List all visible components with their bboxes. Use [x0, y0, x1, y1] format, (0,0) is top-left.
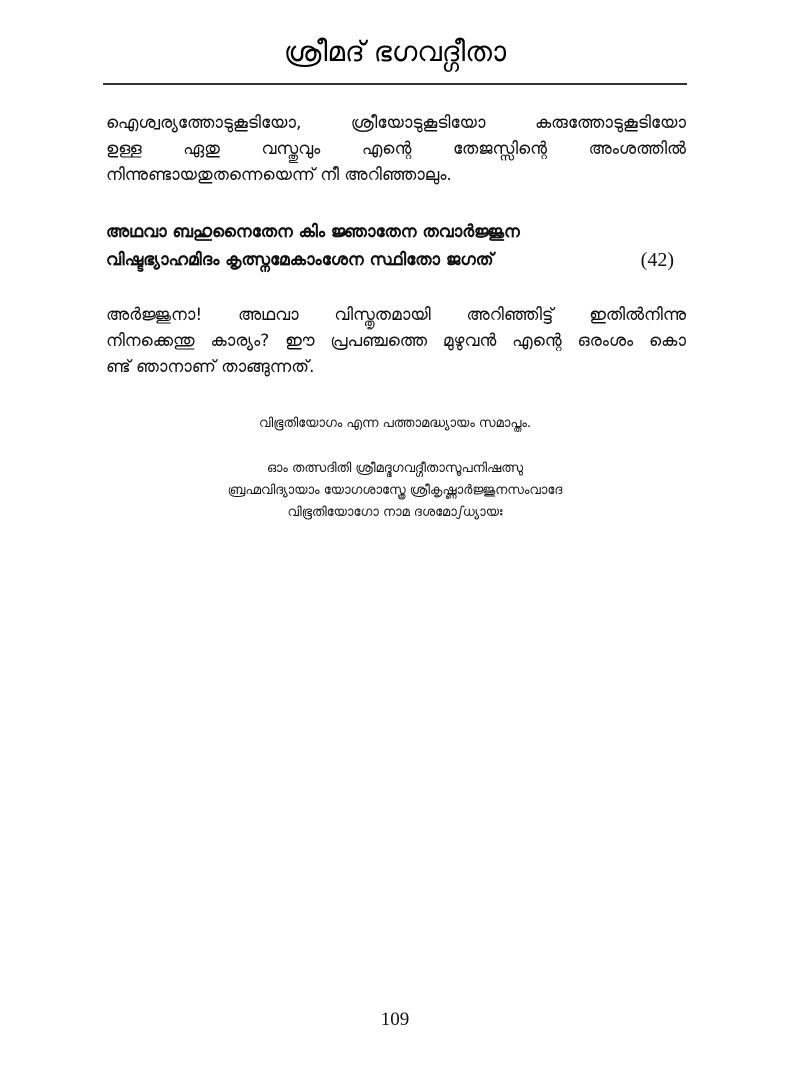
commentary-paragraph-2	[106, 302, 686, 380]
paragraph-line: അർജ്ജുനാ! അഥവാ വിസ്തൃതമായി അറിഞ്ഞിട്ട് ഇതിൽനിന്നു	[106, 305, 686, 325]
paragraph-line: ഉള്ള ഏതു വസ്തുവും എന്റെ തേജസ്സിന്റെ അംശത്തിൽ	[106, 139, 686, 159]
paragraph-line: ണ്ട് ഞാനാണ് താങ്ങുന്നത്.	[106, 357, 315, 377]
commentary-paragraph-1	[106, 110, 686, 188]
verse-number: (42)	[640, 249, 674, 271]
sanskrit-verse	[106, 218, 674, 274]
paragraph-line: നിന്നുണ്ടായതുതന്നെയെന്ന് നീ അറിഞ്ഞാലും.	[106, 165, 452, 185]
colophon-line: ബ്രഹ്മവിദ്യായാം യോഗശാസ്ത്രേ ശ്രീകൃഷ്ണാർജ്ജുനസംവാദേ	[227, 483, 563, 498]
verse-line-with-number	[106, 246, 674, 274]
verse-line: വിഷ്ടഭ്യാഹമിദം കൃത്സ്നമേകാംശേന സ്ഥിതോ ജഗത്	[106, 250, 494, 270]
colophon-block	[103, 458, 687, 524]
header-divider	[103, 83, 687, 85]
running-header-title: ശ്രീമദ് ഭഗവദ്ഗീതാ	[283, 35, 507, 68]
page-number: 109	[380, 1009, 410, 1030]
paragraph-line: ഐശ്വര്യത്തോടുകൂടിയോ, ശ്രീയോടുകൂടിയോ കരുത്തോടുകൂടിയോ	[106, 113, 686, 133]
verse-line: അഥവാ ബഹുനൈതേന കിം ജ്ഞാതേന തവാർജ്ജുന	[106, 222, 520, 242]
colophon-line: വിഭൂതിയോഗോ നാമ ദശമോഽധ്യായഃ	[287, 505, 503, 520]
colophon-line: ഓം തത്സദിതി ശ്രീമദ്ഭഗവദ്ഗീതാസൂപനിഷത്സു	[266, 461, 524, 476]
paragraph-line: നിനക്കെന്തു കാര്യം? ഈ പ്രപഞ്ചത്തെ മുഴുവൻ എന്റെ ഒരംശം കൊ	[106, 331, 686, 351]
chapter-end-note: വിഭൂതിയോഗം എന്ന പത്താമദ്ധ്യായം സമാപ്തം.	[258, 416, 532, 431]
